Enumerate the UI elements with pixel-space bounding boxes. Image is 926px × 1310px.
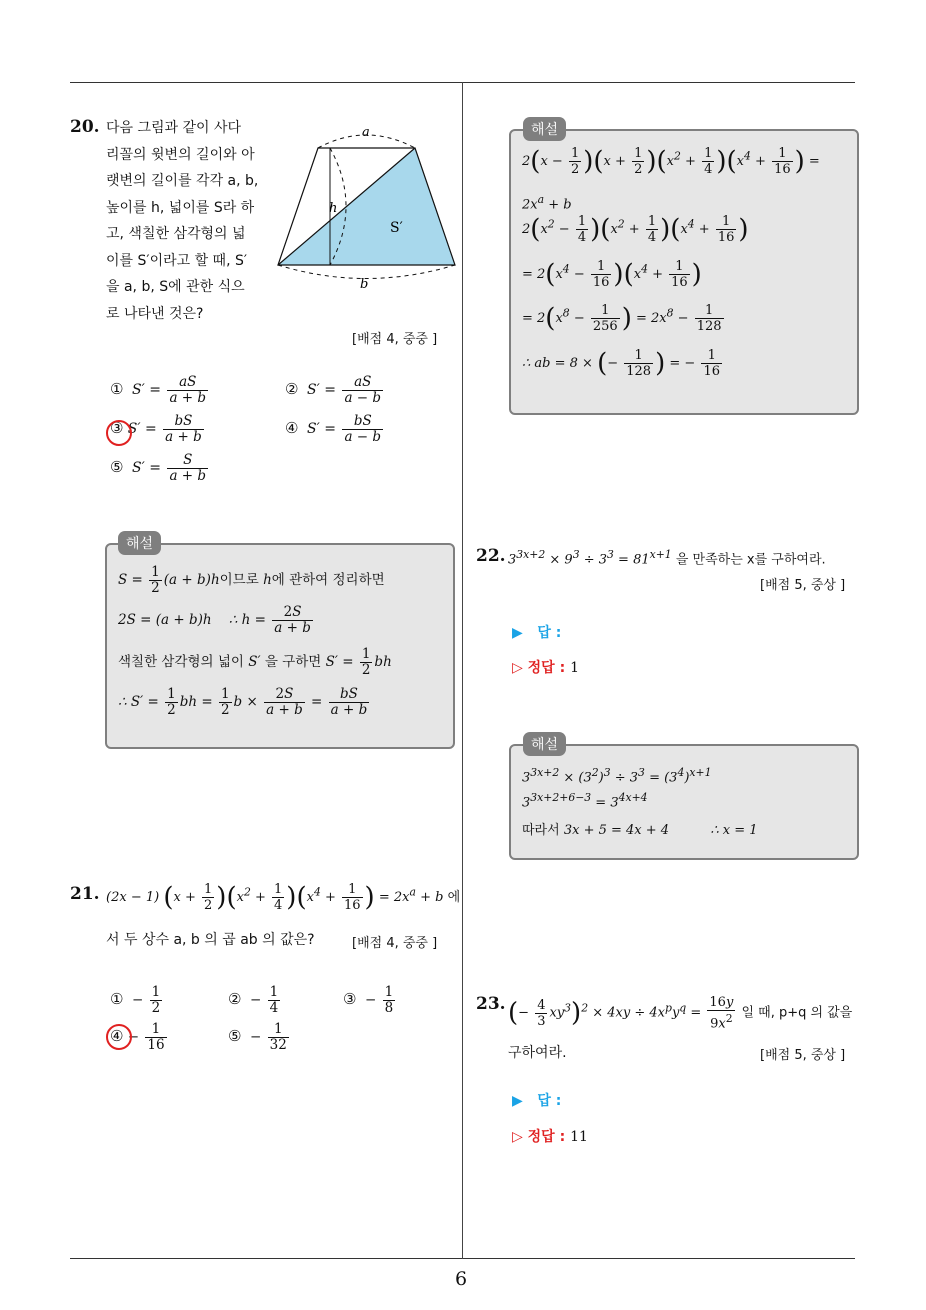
- q20-choice-5[interactable]: ⑤ S′ = $\frac{S}{a + b}$: [110, 452, 207, 484]
- q20-sol-line4: ∴ S′ = $\frac{1}{2}$ bh = $\frac{1}{2}$ b × $\frac{2S}{a + b}$ = $\frac{bS}{a + b}$: [118, 686, 368, 718]
- q22-expression: $3^{3x+2} \times 9^3 \div 3^3 = 81^{x+1}$ 을 만족하는 x를 구하여라.: [508, 548, 826, 568]
- q20-line: 높이를 h, 넓이를 S라 하: [106, 199, 255, 216]
- q20-choice-2[interactable]: ② S′ = $\frac{aS}{a - b}$: [285, 374, 382, 406]
- trapezoid-figure: [272, 120, 462, 295]
- q22-correct-row: ▷ 정답 : 1: [512, 660, 579, 676]
- q21-sol-line3: $2(x^2$ − $\frac{1}{4}$ )($x^2$ + $\frac{1}{4}$ )($x^4$ + $\frac{1}{16}$ ): [522, 214, 749, 245]
- q20-choice-1[interactable]: ① S′ = $\frac{aS}{a + b}$: [110, 374, 207, 406]
- q20-sol-line2: 2S = (a + b)h ∴ h = $\frac{2S}{a + b}$: [118, 604, 311, 636]
- q20-text: [106, 115, 271, 327]
- q23-correct-row: ▷ 정답 : 11: [512, 1129, 588, 1145]
- fig-label-b: b: [360, 277, 369, 292]
- column-divider: [462, 82, 463, 1259]
- q23-expression: (− $\frac{4}{3}$ $xy^3)^2 \times 4xy \div 4x^py^q$ = $\frac{16y}{9x^2}$ 일 때, p+q 의 값을: [508, 995, 853, 1032]
- fig-label-h: h: [329, 201, 338, 216]
- q22-points: [배점 5, 중상 ]: [760, 578, 846, 593]
- q21-sol-line2: $2x^a + b$: [522, 193, 572, 213]
- q23-answer-row: ▶ 답 :: [512, 1093, 562, 1109]
- q21-solution-tag: 해설: [523, 117, 566, 141]
- outline-arrow-icon: ▷: [512, 1129, 523, 1145]
- fig-label-s-prime: S′: [390, 220, 403, 236]
- play-arrow-icon: ▶: [512, 625, 523, 641]
- q20-choice-4[interactable]: ④ S′ = $\frac{bS}{a - b}$: [285, 413, 382, 445]
- outline-arrow-icon: ▷: [512, 660, 523, 676]
- q22-answer-row: ▶ 답 :: [512, 625, 562, 641]
- q21-choice-3[interactable]: ③ − $\frac{1}{8}$: [343, 984, 394, 1016]
- q22-number: 22.: [476, 546, 506, 566]
- q21-sol-line4: = $2(x^4$ − $\frac{1}{16}$ )($x^4$ + $\frac{1}{16}$ ): [522, 259, 702, 290]
- q20-points: [배점 4, 중중 ]: [352, 332, 438, 347]
- q20-line: 고, 색칠한 삼각형의 넓: [106, 226, 246, 242]
- q20-line: 다음 그림과 같이 사다: [106, 120, 242, 136]
- q23-number: 23.: [476, 994, 506, 1014]
- q20-line: 이를 S′이라고 할 때, S′: [106, 252, 248, 269]
- q21-choice-1[interactable]: ① − $\frac{1}{2}$: [110, 984, 161, 1016]
- q20-sol-line3: 색칠한 삼각형의 넓이 S′ 을 구하면 S′ = $\frac{1}{2}$ bh: [118, 646, 392, 678]
- q21-choice-2[interactable]: ② − $\frac{1}{4}$: [228, 984, 279, 1016]
- q20-sol-line1: S = $\frac{1}{2}$ (a + b)h이므로 h에 관하여 정리하면: [118, 564, 385, 596]
- q21-number: 21.: [70, 884, 100, 904]
- q21-points: [배점 4, 중중 ]: [352, 936, 438, 951]
- q20-line: 랫변의 길이를 각각 a, b,: [106, 173, 259, 189]
- q21-answer-mark: [106, 1024, 132, 1050]
- q20-number: 20.: [70, 117, 100, 137]
- q21-sol-line1: 2(x − $\frac{1}{2}$ )(x + $\frac{1}{2}$ )($x^2$ + $\frac{1}{4}$ )($x^4$ + $\frac{1}{16}$ ) =: [522, 146, 820, 177]
- page-number: 6: [455, 1268, 468, 1290]
- q22-sol-line3: 따라서 3x + 5 = 4x + 4 ∴ x = 1: [522, 823, 758, 838]
- q21-choice-5[interactable]: ⑤ − $\frac{1}{32}$: [228, 1021, 287, 1053]
- q22-solution-tag: 해설: [523, 732, 566, 756]
- q20-line: 리꼴의 윗변의 길이와 아: [106, 146, 255, 163]
- q20-solution-tag: 해설: [118, 531, 161, 555]
- q20-choice-3[interactable]: ③ S′ = $\frac{bS}{a + b}$: [110, 413, 202, 445]
- q23-line2: 구하여라.: [508, 1045, 567, 1061]
- q21-sol-line6: ∴ ab = 8 × (− $\frac{1}{128}$ ) = − $\frac{1}{16}$: [522, 348, 720, 379]
- play-arrow-icon: ▶: [512, 1093, 523, 1109]
- q20-line: 로 나타낸 것은?: [106, 305, 204, 322]
- q22-sol-line1: $3^{3x+2} \times (3^2)^3 \div 3^3 = (3^4)^{x+1}$: [522, 766, 712, 786]
- q21-sol-line5: = $2(x^8$ − $\frac{1}{256}$ ) = $2x^8$ − $\frac{1}{128}$: [522, 303, 722, 334]
- q21-choice-4[interactable]: ④ − $\frac{1}{16}$: [110, 1021, 165, 1053]
- q21-expression: (2x − 1) (x + $\frac{1}{2}$ )($x^2$ + $\frac{1}{4}$ )($x^4$ + $\frac{1}{16}$ ) = $2x^a + b$ 에: [106, 882, 461, 913]
- q20-answer-mark: [106, 420, 132, 446]
- q20-line: 을 a, b, S에 관한 식으: [106, 279, 245, 295]
- q22-sol-line2: $3^{3x+2+6-3} = 3^{4x+4}$: [522, 791, 648, 811]
- q23-points: [배점 5, 중상 ]: [760, 1048, 846, 1063]
- fig-label-a: a: [362, 125, 370, 140]
- q21-line2: 서 두 상수 a, b 의 곱 ab 의 값은?: [106, 932, 315, 948]
